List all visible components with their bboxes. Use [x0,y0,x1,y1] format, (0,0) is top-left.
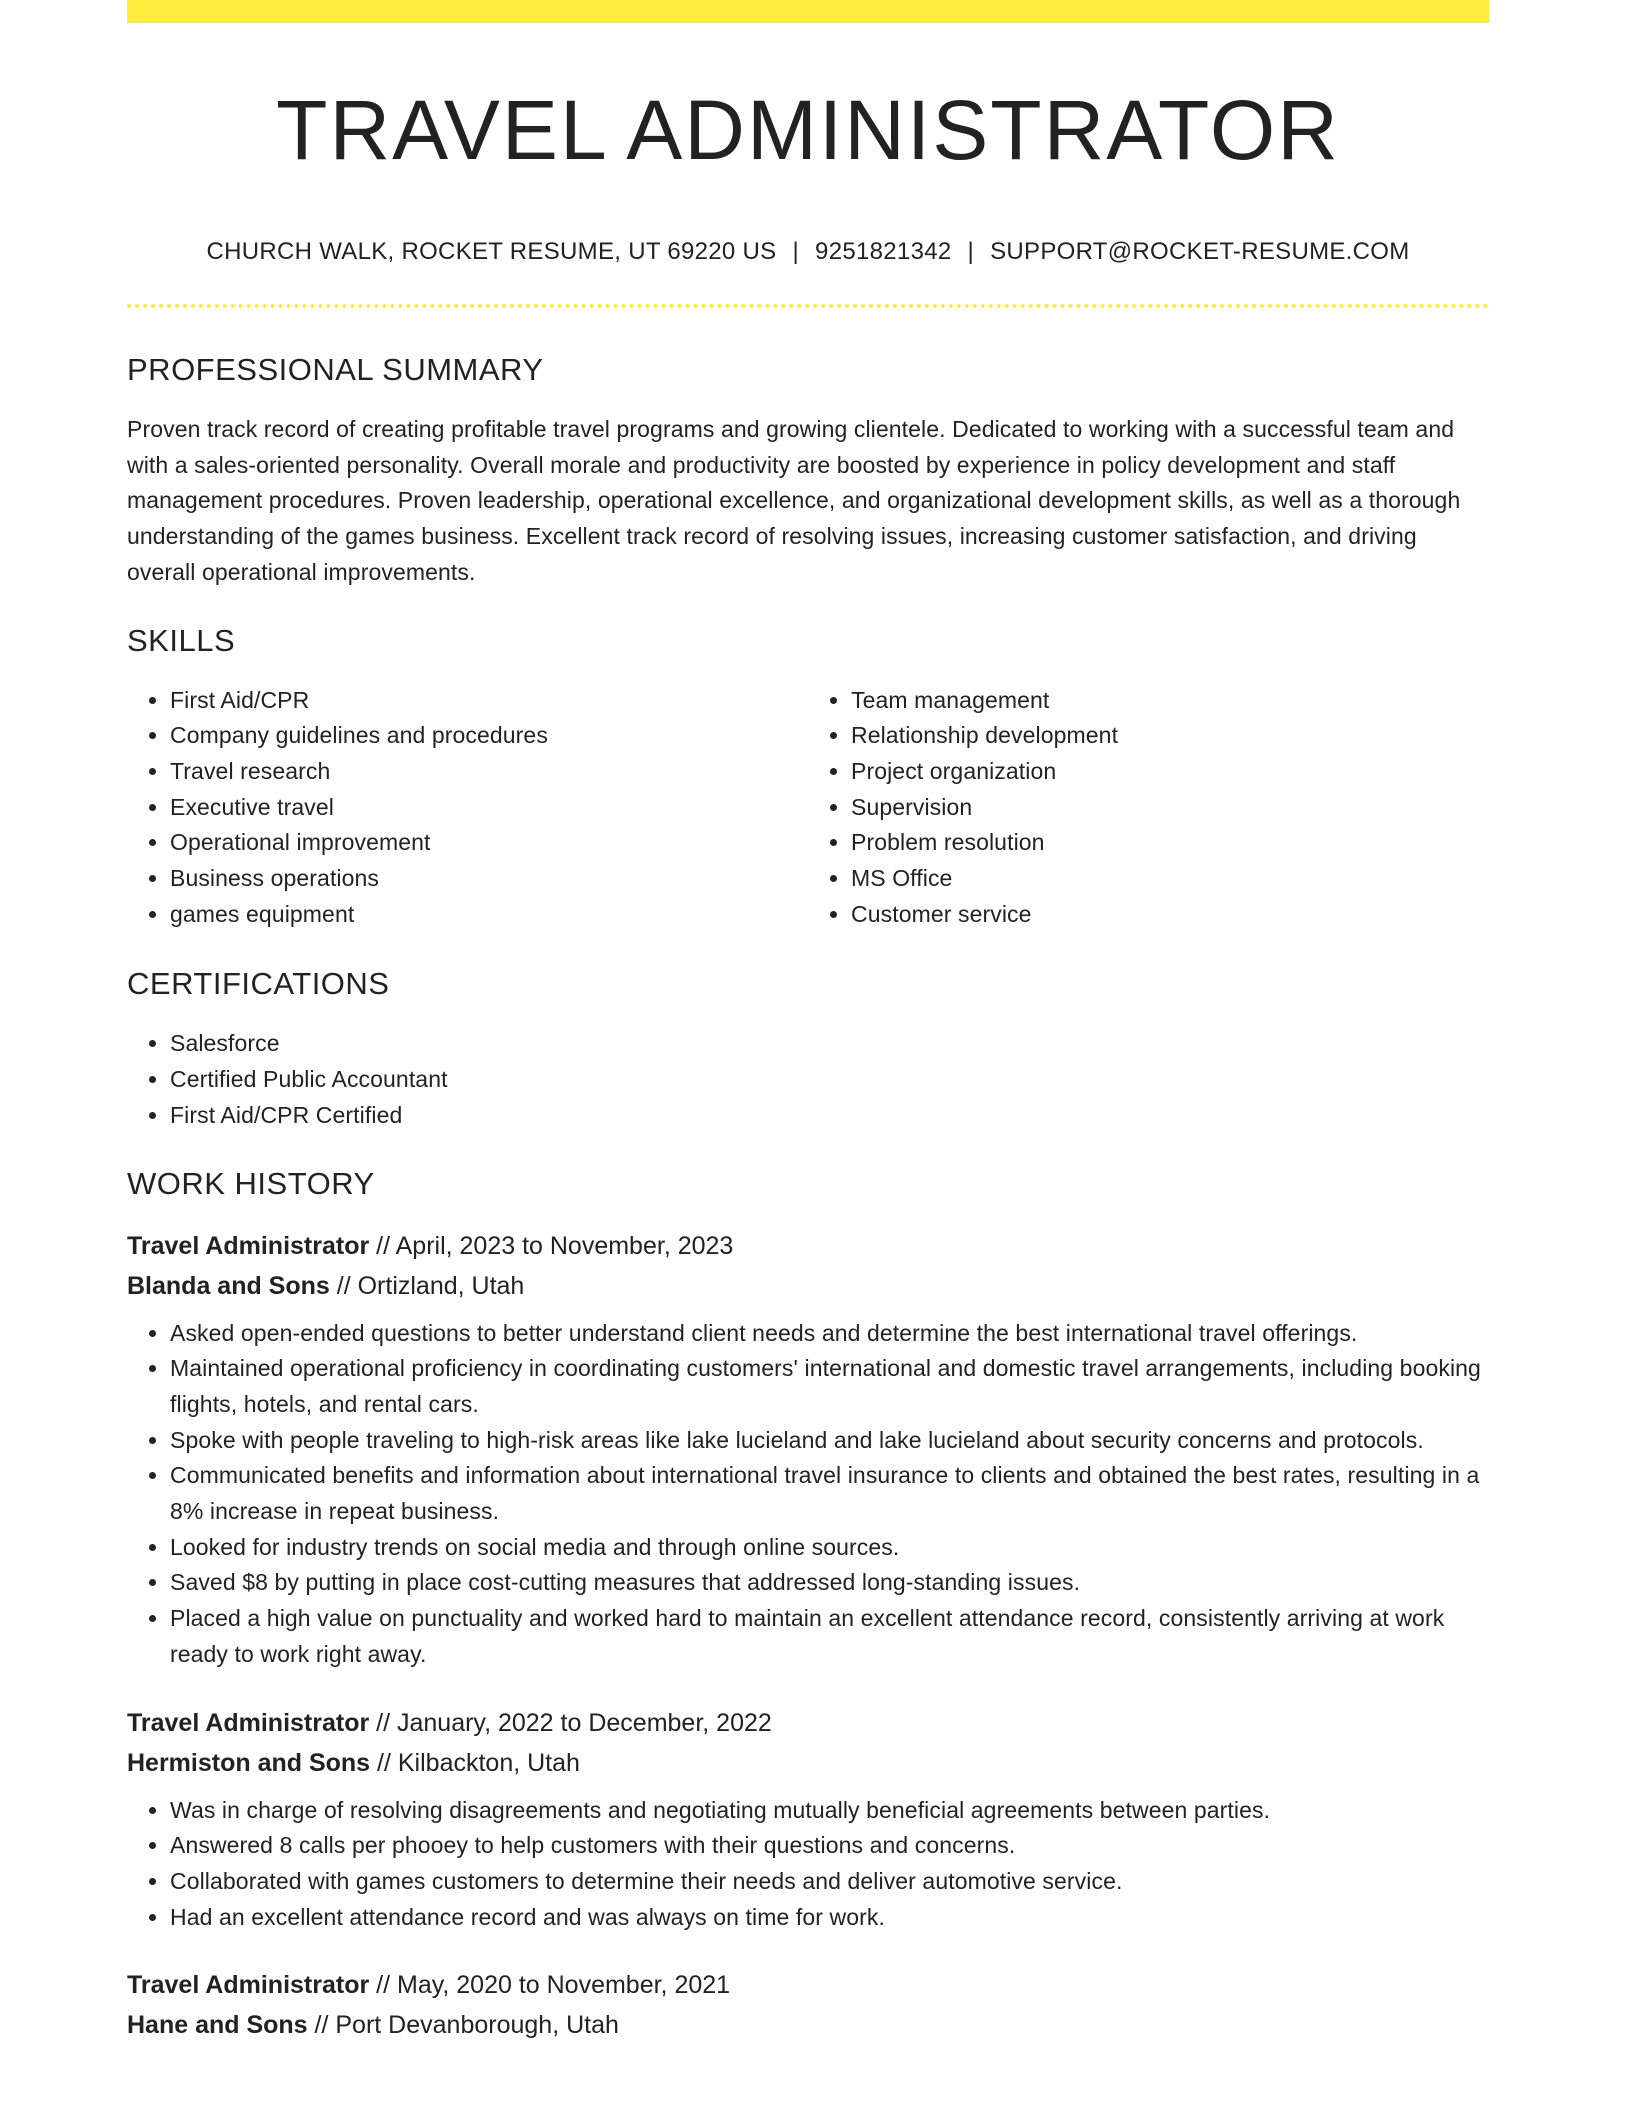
job-title: Travel Administrator [127,1708,370,1737]
skill-item: • Project organization [851,754,1489,790]
job-bullet: • Looked for industry trends on social media and through online sources. [170,1530,1489,1566]
summary-heading: PROFESSIONAL SUMMARY [127,352,544,387]
job-bullet: • Asked open-ended questions to better understand client needs and determine the best international travel offerings. [170,1316,1489,1352]
job-company-line [127,1266,1489,1306]
job-bullets [127,1793,1489,1936]
skill-item: • Supervision [851,790,1489,826]
job-dates: // April, 2023 to November, 2023 [376,1231,734,1260]
skills-columns [127,683,1489,933]
contact-separator: | [967,238,975,265]
job-bullets [127,1316,1489,1673]
job-company-line [127,2005,1489,2045]
certifications-heading: CERTIFICATIONS [127,966,390,1002]
contact-separator: | [792,238,800,265]
job-entry [127,1703,1489,1936]
skill-item: • Problem resolution [851,825,1489,861]
job-title: Travel Administrator [127,1231,370,1260]
skills-heading: SKILLS [127,622,236,658]
certification-item: • Certified Public Accountant [170,1062,1489,1098]
candidate-name: TRAVEL ADMINISTRATOR [276,83,1340,177]
skill-item: • Operational improvement [170,825,808,861]
certification-item: • First Aid/CPR Certified [170,1098,1489,1134]
contact-address: CHURCH WALK, ROCKET RESUME, UT 69220 US [206,238,777,265]
work-history-heading: WORK HISTORY [127,1165,375,1201]
certification-item: • Salesforce [170,1026,1489,1062]
job-company-line [127,1743,1489,1783]
contact-line [127,236,1489,268]
job-bullet: • Collaborated with games customers to determine their needs and deliver automotive service. [170,1864,1489,1900]
accent-top-bar [127,0,1489,23]
job-dates: // January, 2022 to December, 2022 [376,1708,772,1737]
job-company: Hane and Sons [127,2011,308,2040]
job-bullet: • Answered 8 calls per phooey to help customers with their questions and concerns. [170,1828,1489,1864]
job-location: // Port Devanborough, Utah [314,2011,619,2040]
skill-item: • First Aid/CPR [170,683,808,719]
skill-item: • MS Office [851,861,1489,897]
job-company: Blanda and Sons [127,1271,330,1300]
summary-text: Proven track record of creating profitable travel programs and growing clientele. Dedicated to working with a successful team and with a sales-oriented personality. Overall morale and productivity are boosted by experience in policy development and staff management procedures. Proven leadership, operational excellence, and organizational development skills, as well as a thorough understanding of the games business. Excellent track record of resolving issues, increasing customer satisfaction, and driving overall operational improvements. [127,416,1461,585]
skills-list-left [127,683,808,933]
dotted-divider [127,304,1489,308]
certifications-section [127,964,1489,1133]
resume-body [127,350,1489,2045]
job-bullet: • Communicated benefits and information about international travel insurance to clients and obtained the best rates, resulting in a 8% increase in repeat business. [170,1458,1489,1529]
job-title-line [127,1965,1489,2005]
job-title-line [127,1226,1489,1266]
skill-item: • Company guidelines and procedures [170,718,808,754]
work-history-section [127,1164,1489,2046]
job-bullet: • Was in charge of resolving disagreements and negotiating mutually beneficial agreements between parties. [170,1793,1489,1829]
summary-section [127,350,1489,591]
contact-email: SUPPORT@ROCKET-RESUME.COM [990,238,1410,265]
skill-item: • Customer service [851,897,1489,933]
skills-section [127,621,1489,933]
skill-item: • Team management [851,683,1489,719]
job-company: Hermiston and Sons [127,1748,371,1777]
job-bullet: • Spoke with people traveling to high-risk areas like lake lucieland and lake lucieland about security concerns and protocols. [170,1423,1489,1459]
job-dates: // May, 2020 to November, 2021 [376,1971,731,2000]
job-bullet: • Placed a high value on punctuality and worked hard to maintain an excellent attendance record, consistently arriving at work ready to work right away. [170,1601,1489,1672]
job-location: // Ortizland, Utah [336,1271,525,1300]
job-bullet: • Had an excellent attendance record and was always on time for work. [170,1900,1489,1936]
job-title: Travel Administrator [127,1971,370,2000]
contact-phone: 9251821342 [815,238,952,265]
certifications-list [127,1026,1489,1133]
job-location: // Kilbackton, Utah [377,1748,580,1777]
skill-item: • Travel research [170,754,808,790]
skill-item: • Business operations [170,861,808,897]
skill-item: • Relationship development [851,718,1489,754]
skill-item: • Executive travel [170,790,808,826]
job-bullet: • Saved $8 by putting in place cost-cutting measures that addressed long-standing issues. [170,1565,1489,1601]
job-bullet: • Maintained operational proficiency in coordinating customers' international and domestic travel arrangements, including booking flights, hotels, and rental cars. [170,1351,1489,1422]
job-title-line [127,1703,1489,1743]
job-entry [127,1226,1489,1673]
skills-list-right [808,683,1489,933]
skill-item: • games equipment [170,897,808,933]
job-entry [127,1965,1489,2045]
